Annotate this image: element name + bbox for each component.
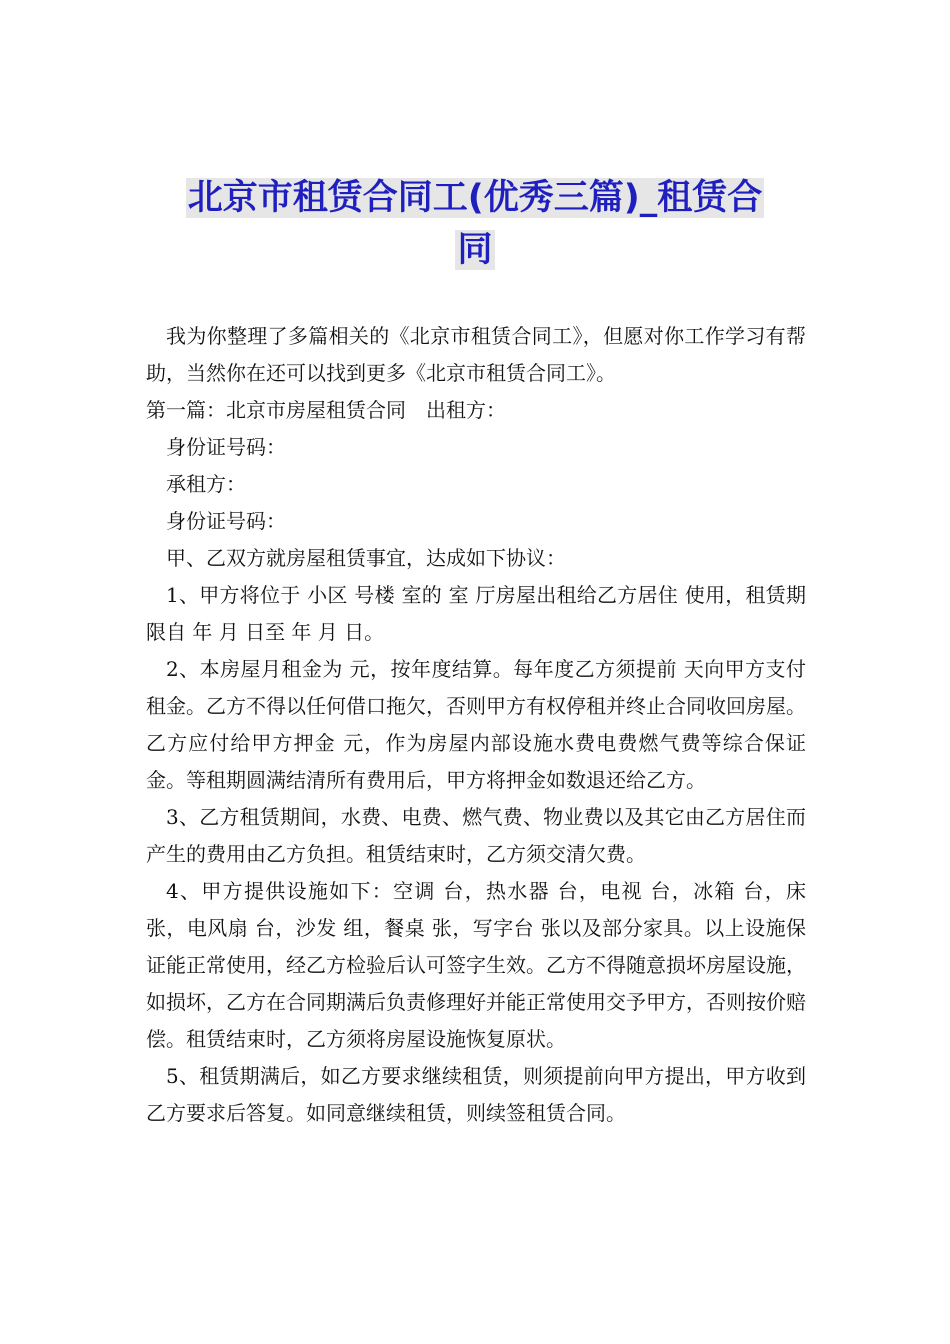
intro-paragraph: 我为你整理了多篇相关的《北京市租赁合同工》，但愿对你工作学习有帮助，当然你在还可以找到更多《北京市租赁合同工》。 [146,324,806,385]
clause-4: 4、甲方提供设施如下：空调 台，热水器 台，电视 台，冰箱 台，床 张，电风扇 台，沙发 组，餐桌 张，写字台 张以及部分家具。以上设施保证能正常使用，经乙方检验后认可签字生效。乙方不得随意损坏房屋设施，如损坏，乙方在合同期满后负责修理好并能正常使用交予甲方，否则按价赔偿。租赁结束时，乙方须将房屋设施恢复原状。 [146,879,806,1051]
section-heading: 第一篇：北京市房屋租赁合同 出租方： [146,398,506,422]
clause-2: 2、本房屋月租金为 元，按年度结算。每年度乙方须提前 天向甲方支付租金。乙方不得以任何借口拖欠，否则甲方有权停租并终止合同收回房屋。乙方应付给甲方押金 元，作为房屋内部设施水费电费燃气费等综合保证金。等租期圆满结清所有费用后，甲方将押金如数退还给乙方。 [146,657,806,792]
lessee-line: 承租方： [166,472,246,496]
agreement-intro: 甲、乙双方就房屋租赁事宜，达成如下协议： [166,546,566,570]
title-line-1: 北京市租赁合同工(优秀三篇)_租赁合 [187,178,763,218]
clause-5: 5、租赁期满后，如乙方要求继续租赁，则须提前向甲方提出，甲方收到乙方要求后答复。如同意继续租赁，则续签租赁合同。 [146,1064,806,1125]
lessee-id-line: 身份证号码： [166,509,286,533]
document-body [146,318,806,1132]
clause-1: 1、甲方将位于 小区 号楼 室的 室 厅房屋出租给乙方居住 使用，租赁期限自 年 月 日至 年 月 日。 [146,583,806,644]
title-line-2: 同 [457,230,493,270]
lessor-id-line: 身份证号码： [166,435,286,459]
clause-3: 3、乙方租赁期间，水费、电费、燃气费、物业费以及其它由乙方居住而产生的费用由乙方负担。租赁结束时，乙方须交清欠费。 [146,805,806,866]
document-title [150,172,800,276]
